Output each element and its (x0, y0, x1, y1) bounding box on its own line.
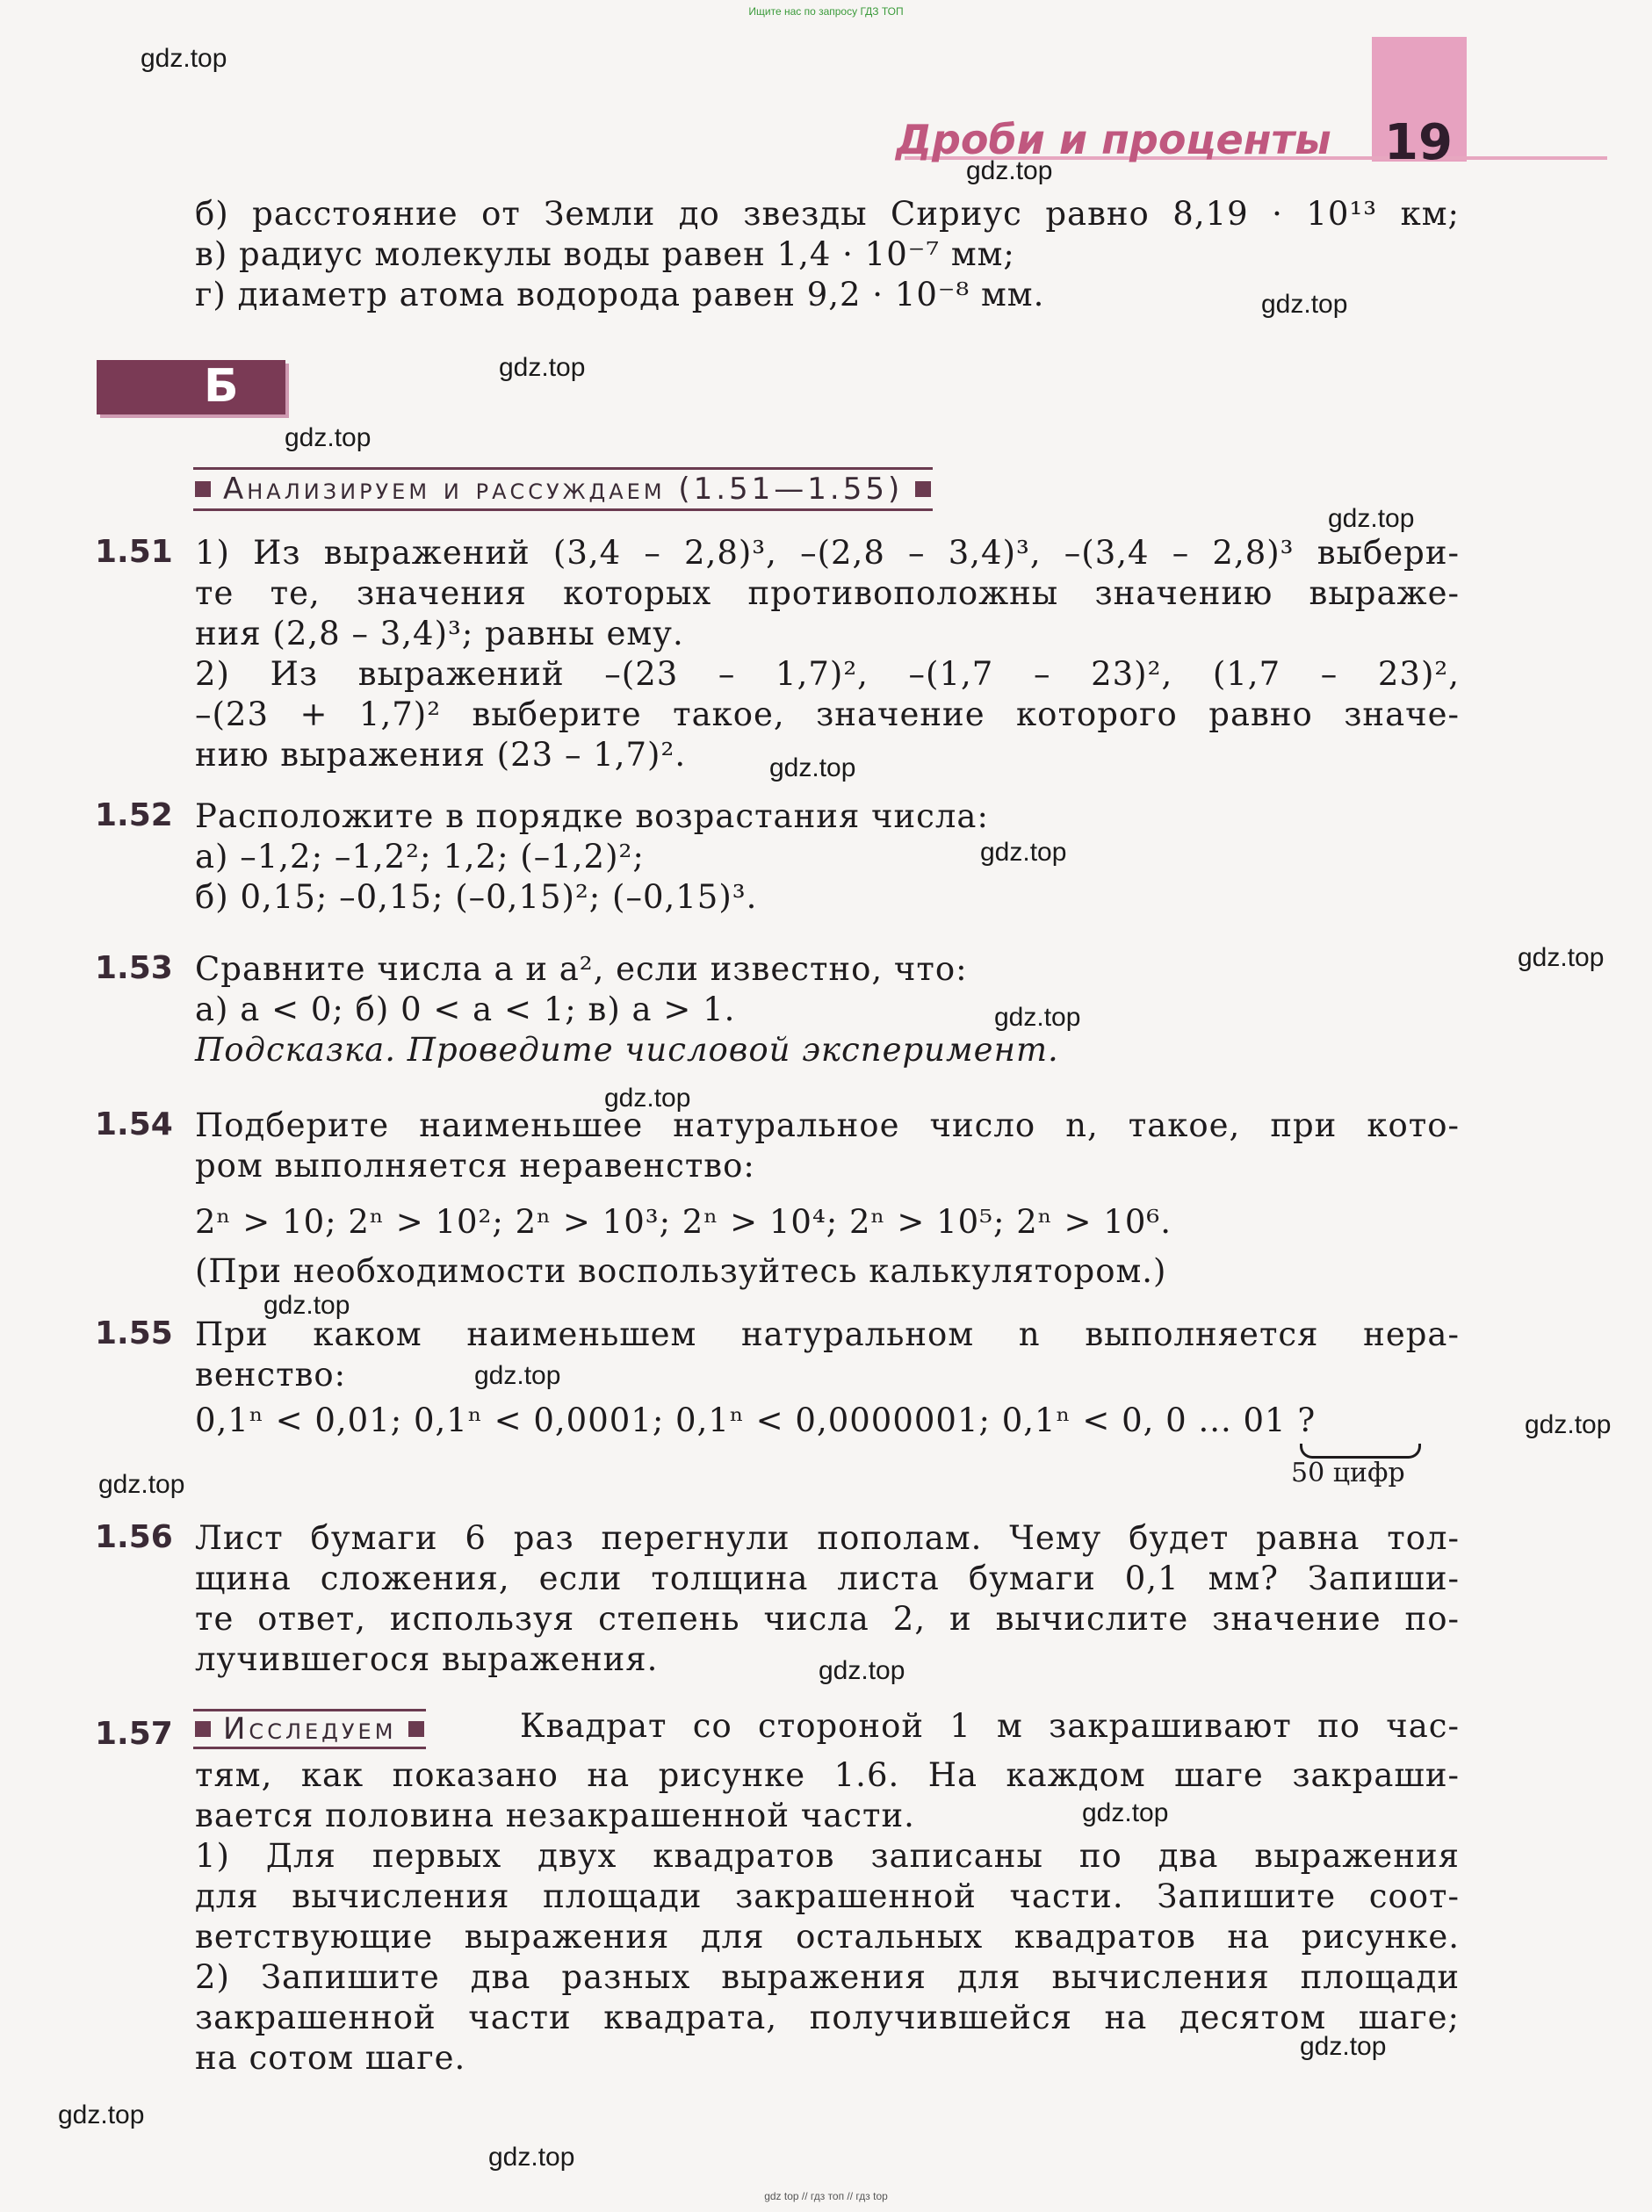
problem-line: нию выражения (23 – 1,7)². (195, 736, 687, 774)
page-number: 19 (1384, 114, 1453, 171)
problem-line: б) 0,15; –0,15; (–0,15)²; (–0,15)³. (195, 878, 758, 916)
watermark: gdz.top (1300, 2032, 1387, 2061)
problem-line: венство: (195, 1356, 347, 1394)
section-b-block (97, 360, 285, 414)
problem-line: те те, значения которых противоположны значению выраже- (195, 574, 1460, 612)
bottom-note: gdz top // гдз топ // гдз top (764, 2190, 888, 2202)
problem-number: 1.52 (95, 797, 173, 833)
problem-line: 2) Из выражений –(23 – 1,7)², –(1,7 – 23)², (1,7 – 23)², (195, 655, 1460, 693)
watermark: gdz.top (58, 2100, 145, 2129)
section-title-bar (193, 467, 933, 511)
intro-line: б) расстояние от Земли до звезды Сириус равно 8,19 · 10¹³ км; (195, 195, 1460, 233)
bullet-square (408, 1721, 424, 1737)
problem-number: 1.54 (95, 1106, 173, 1142)
problem-line: ния (2,8 – 3,4)³; равны ему. (195, 615, 684, 652)
problem-line: вается половина незакрашенной части. (195, 1797, 915, 1834)
watermark: gdz.top (488, 2143, 575, 2172)
problem-line: 1) Из выражений (3,4 – 2,8)³, –(2,8 – 3,4)³, –(3,4 – 2,8)³ выбери- (195, 534, 1460, 572)
problem-number: 1.53 (95, 950, 173, 986)
problem-line: ром выполняется неравенство: (195, 1147, 755, 1185)
watermark: gdz.top (1518, 943, 1605, 972)
problem-line: Лист бумаги 6 раз перегнули пополам. Чему будет равна тол- (195, 1519, 1460, 1557)
watermark: gdz.top (98, 1470, 185, 1499)
problem-line: Подберите наименьшее натуральное число n, такое, при кото- (195, 1106, 1460, 1144)
watermark: gdz.top (994, 1003, 1081, 1032)
problem-line: те ответ, используя степень числа 2, и вычислите значение по- (195, 1600, 1460, 1638)
problem-number: 1.51 (95, 534, 173, 570)
watermark: gdz.top (819, 1656, 905, 1685)
watermark: gdz.top (141, 44, 227, 73)
problem-line: лучившегося выражения. (195, 1640, 659, 1678)
watermark: gdz.top (1525, 1410, 1612, 1439)
problem-number: 1.57 (95, 1716, 173, 1752)
watermark: gdz.top (499, 353, 586, 382)
bullet-square (195, 481, 211, 497)
watermark: gdz.top (1082, 1798, 1169, 1827)
problem-line: 0,1ⁿ < 0,01; 0,1ⁿ < 0,0001; 0,1ⁿ < 0,0000001; 0,1ⁿ < 0, 0 ... 01 ? (195, 1401, 1317, 1439)
problem-line: для вычисления площади закрашенной части. Запишите соот- (195, 1877, 1460, 1915)
problem-line: а) –1,2; –1,2²; 1,2; (–1,2)²; (195, 838, 645, 875)
problem-line: Расположите в порядке возрастания числа: (195, 797, 989, 835)
research-tag (193, 1709, 426, 1749)
problem-line: тям, как показано на рисунке 1.6. На каждом шаге закраши- (195, 1756, 1460, 1794)
problem-line: Квадрат со стороной 1 м закрашивают по час- (520, 1707, 1460, 1745)
top-note: Ищите нас по запросу ГДЗ ТОП (748, 5, 904, 18)
watermark: gdz.top (474, 1361, 561, 1390)
problem-line: закрашенной части квадрата, получившейся на десятом шаге; (195, 1999, 1460, 2036)
watermark: gdz.top (263, 1291, 350, 1320)
brace-label: 50 цифр (1291, 1458, 1405, 1488)
intro-line: в) радиус молекулы воды равен 1,4 · 10⁻⁷ мм; (195, 235, 1015, 273)
problem-line: 2) Запишите два разных выражения для вычисления площади (195, 1958, 1460, 1996)
watermark: gdz.top (980, 838, 1067, 867)
watermark: gdz.top (966, 156, 1053, 185)
problem-number: 1.56 (95, 1519, 173, 1555)
watermark: gdz.top (1261, 290, 1348, 319)
problem-line: (При необходимости воспользуйтесь калькулятором.) (195, 1252, 1167, 1290)
problem-line: щина сложения, если толщина листа бумаги 0,1 мм? Запиши- (195, 1560, 1460, 1597)
watermark: gdz.top (769, 753, 856, 782)
problem-line: Сравните числа a и a², если известно, что: (195, 950, 968, 988)
watermark: gdz.top (1328, 504, 1415, 533)
problem-line: При каком наименьшем натуральном n выполняется нера- (195, 1315, 1460, 1353)
section-b-letter: Б (204, 360, 239, 413)
problem-line: 2ⁿ > 10; 2ⁿ > 10²; 2ⁿ > 10³; 2ⁿ > 10⁴; 2ⁿ > 10⁵; 2ⁿ > 10⁶. (195, 1203, 1172, 1241)
problem-line: 1) Для первых двух квадратов записаны по два выражения (195, 1837, 1460, 1875)
problem-line: на сотом шаге. (195, 2039, 466, 2077)
problem-line: –(23 + 1,7)² выберите такое, значение которого равно значе- (195, 695, 1460, 733)
problem-line: а) a < 0; б) 0 < a < 1; в) a > 1. (195, 991, 736, 1028)
watermark: gdz.top (604, 1084, 691, 1113)
underbrace (1300, 1444, 1421, 1459)
header-title: Дроби и проценты (896, 116, 1331, 163)
bullet-square (915, 481, 931, 497)
problem-line: ветствующие выражения для остальных квадратов на рисунке. (195, 1918, 1460, 1956)
intro-line: г) диаметр атома водорода равен 9,2 · 10⁻⁸ мм. (195, 276, 1045, 313)
bullet-square (195, 1721, 211, 1737)
section-title: Анализируем и рассуждаем (1.51—1.55) (223, 472, 904, 507)
watermark: gdz.top (285, 423, 372, 452)
research-tag-label: Исследуем (223, 1711, 397, 1747)
problem-number: 1.55 (95, 1315, 173, 1351)
problem-hint: Подсказка. Проведите числовой эксперимент. (195, 1031, 1059, 1069)
